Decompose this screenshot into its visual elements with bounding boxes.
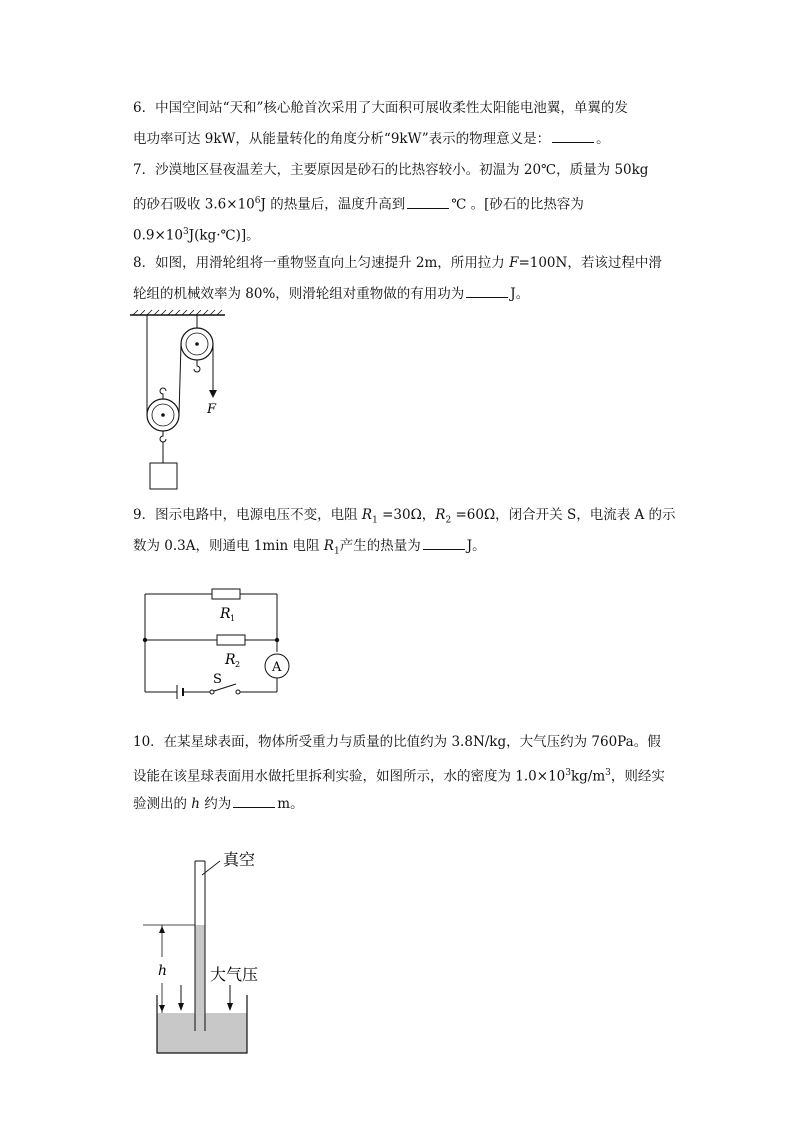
circuit-figure: [140, 586, 300, 701]
q6-answer-blank[interactable]: [552, 130, 594, 143]
q8-line2: [133, 285, 529, 303]
label-r2-sub: 2: [235, 660, 241, 669]
q7-text-b: J 的热量后，温度升高到: [260, 196, 406, 213]
q10-text-f: m。: [277, 796, 304, 812]
q10-answer-blank[interactable]: [233, 795, 275, 808]
q7-text-a: 的砂石吸收 3.6×10: [133, 196, 255, 213]
q7-line1: 7．沙漠地区昼夜温差大，主要原因是砂石的比热容较小。初温为 20℃，质量为 50kg: [133, 162, 649, 178]
q7-sup: 6: [254, 196, 261, 206]
q10-sup2: 3: [605, 768, 611, 778]
q10-text-d: 验测出的: [133, 796, 192, 812]
q7-text-d: 0.9×10: [133, 227, 183, 244]
q7-line3: [133, 223, 260, 245]
q9-line1: [133, 506, 676, 530]
q9-r2: R: [435, 507, 446, 523]
q8-answer-blank[interactable]: [466, 285, 508, 298]
q6-line2: [133, 130, 610, 148]
torricelli-figure: [140, 845, 280, 1060]
q8-text-c: 轮组的机械效率为 80%，则滑轮组对重物做的有用功为: [133, 286, 465, 302]
q9-text-a: 9．图示电路中，电源电压不变，电阻: [133, 507, 362, 523]
label-atm: 大气压: [210, 965, 259, 984]
q7-sup2: 3: [182, 227, 189, 237]
q10-line2: [133, 764, 665, 786]
q9-line2: [133, 537, 486, 561]
q6-end: 。: [596, 131, 610, 147]
q9-answer-blank[interactable]: [423, 537, 465, 550]
water-column: [195, 925, 205, 1031]
q9-r1b: R: [323, 538, 334, 554]
resistor-r2: [217, 635, 245, 645]
q9-r1-sub: 1: [372, 515, 378, 526]
q9-text-f: J。: [466, 538, 486, 554]
q7-line2: [133, 192, 584, 214]
q10-line3: [133, 795, 304, 813]
q9-text-b: =30Ω，: [377, 507, 436, 523]
q8-text-b: =100N，若该过程中滑: [518, 255, 662, 271]
q8-var-f: F: [509, 255, 519, 271]
resistor-r1: [212, 589, 240, 599]
label-switch: S: [213, 672, 222, 687]
label-vacuum: 真空: [223, 850, 256, 869]
q8-line1: [133, 254, 662, 272]
q9-text-c: =60Ω，闭合开关 S，电流表 A 的示: [451, 507, 676, 523]
label-ammeter: A: [272, 660, 282, 675]
q7-text-e: J(kg·℃)]。: [188, 227, 260, 244]
q8-text-d: J。: [510, 286, 530, 302]
q10-text-a: 设能在该星球表面用水做托里拆利实验，如图所示，水的密度为 1.0×10: [133, 768, 566, 785]
label-h: h: [158, 963, 168, 979]
q10-text-b: kg/m: [570, 768, 606, 785]
q9-r1b-sub: 1: [333, 546, 340, 557]
weight-block: [150, 463, 177, 489]
label-r1-sub: 1: [230, 614, 236, 623]
q9-r1: R: [361, 507, 373, 523]
q10-var-h: h: [191, 796, 200, 812]
force-label: F: [207, 402, 217, 417]
q7-text-c: ℃ 。[砂石的比热容为: [451, 196, 584, 213]
label-r2: R: [225, 652, 236, 668]
q10-text-c: ，则经实: [610, 768, 665, 785]
pulley-figure: [125, 310, 235, 495]
q8-text-a: 8．如图，用滑轮组将一重物竖直向上匀速提升 2m，所用拉力: [133, 255, 510, 271]
q6-line1: 6．中国空间站“天和”核心舱首次采用了大面积可展收柔性太阳能电池翼，单翼的发: [133, 100, 628, 116]
q6-text: 电功率可达 9kW，从能量转化的角度分析“9kW”表示的物理意义是：: [133, 131, 551, 147]
q9-r2-sub: 2: [445, 515, 452, 526]
q10-text-e: 约为: [200, 796, 232, 812]
q10-line1: 10．在某星球表面，物体所受重力与质量的比值约为 3.8N/kg，大气压约为 760Pa。假: [133, 734, 661, 750]
q10-sup: 3: [565, 768, 571, 778]
q9-text-e: 产生的热量为: [339, 538, 421, 554]
q7-answer-blank[interactable]: [407, 196, 449, 209]
q9-text-d: 数为 0.3A，则通电 1min 电阻: [133, 538, 324, 554]
label-r1: R: [220, 606, 231, 622]
